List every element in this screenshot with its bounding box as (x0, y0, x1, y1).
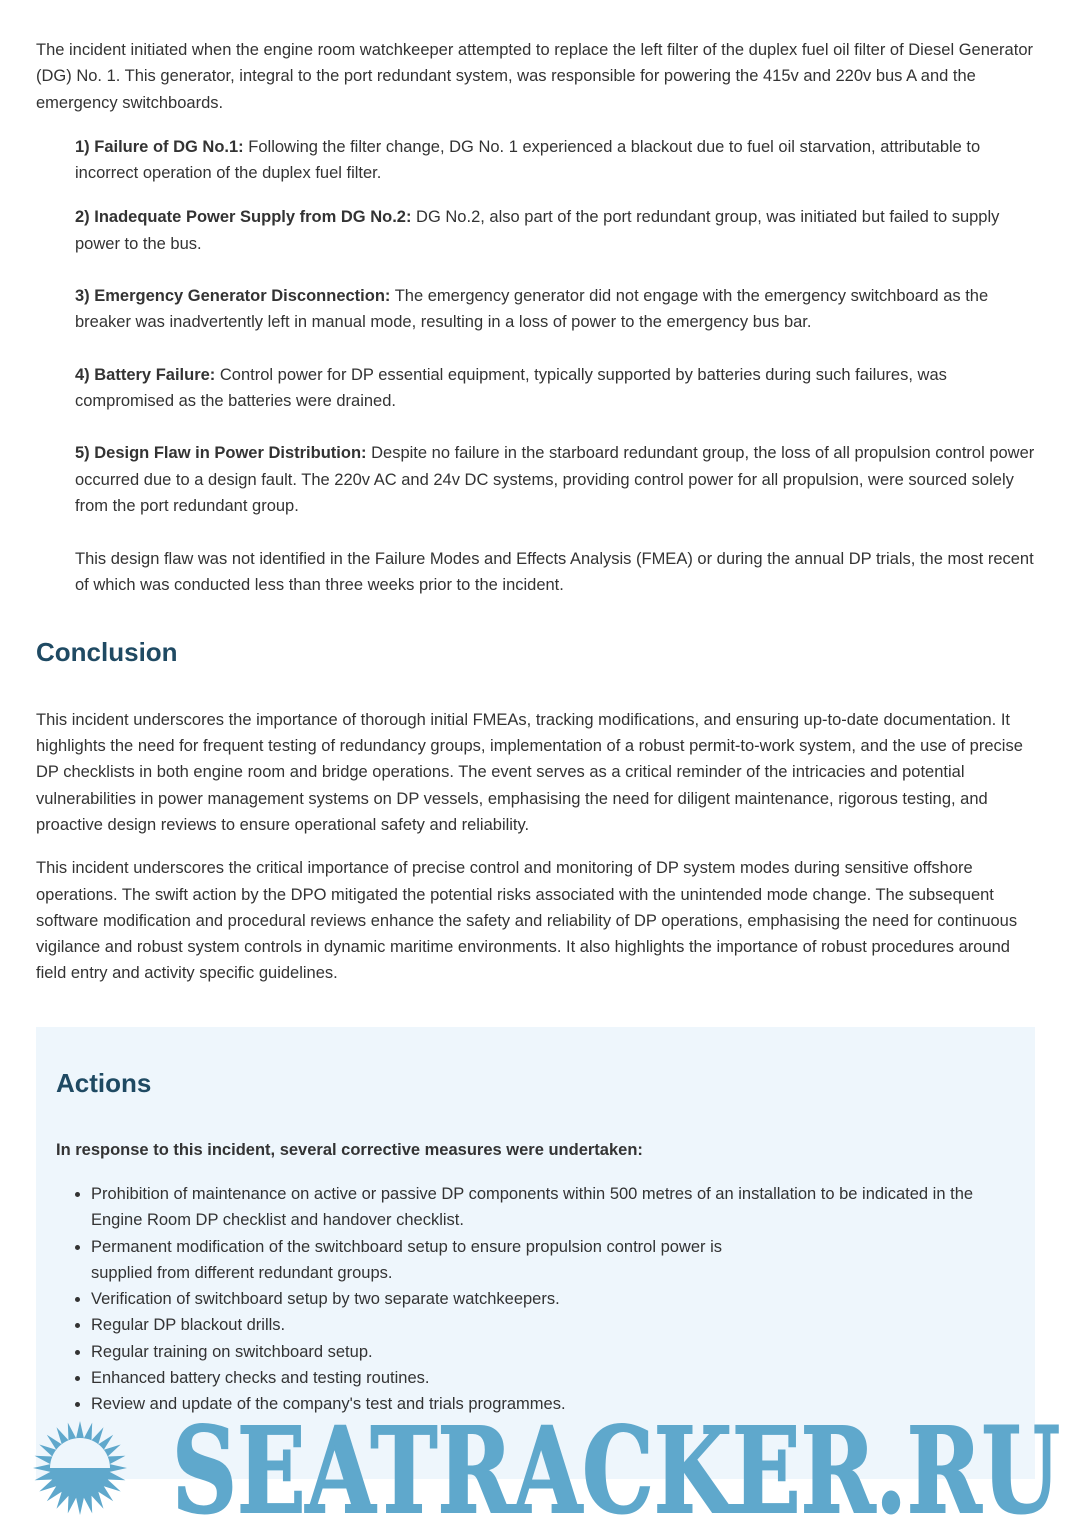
item-text: Following the filter change, DG No. 1 experienced a blackout due to fuel oil starvation, attributable to incorrect operation of the duplex fuel filter. (75, 137, 981, 183)
item-title: 2) Inadequate Power Supply from DG No.2: (75, 208, 412, 227)
actions-heading: Actions (56, 1068, 152, 1098)
list-item: • Review and update of the company's test and trials programmes. (91, 1391, 1021, 1417)
article-body (36, 37, 1036, 987)
conclusion-paragraph: This incident underscores the importance of thorough initial FMEAs, tracking modifications, and ensuring up-to-date documentation. It highlights the need for frequent testing of redundancy groups, implementation of a robust permit-to-work system, and the use of precise DP checklists in both engine room and bridge operations. The event serves as a critical reminder of the intricacies and potential vulnerabilities in power management systems on DP vessels, emphasising the need for diligent maintenance, rigorous testing, and proactive design reviews to ensure operational safety and reliability. (36, 710, 1023, 834)
failure-item-1 (75, 134, 1036, 187)
failure-item-4 (75, 362, 1036, 415)
item-title: 1) Failure of DG No.1: (75, 137, 244, 156)
item-title: 5) Design Flaw in Power Distribution: (75, 444, 367, 463)
actions-lead: In response to this incident, several corrective measures were undertaken: (56, 1141, 643, 1159)
actions-list (56, 1181, 1021, 1418)
intro-paragraph: The incident initiated when the engine room watchkeeper attempted to replace the left filter of the duplex fuel oil filter of Diesel Generator (DG) No. 1. This generator, integral to the port redundant system, was responsible for powering the 415v and 220v bus A and the emergency switchboards. (36, 41, 1033, 112)
failure-item-2 (75, 204, 1036, 257)
failure-item-3 (75, 283, 1036, 336)
list-item: • Enhanced battery checks and testing routines. (91, 1365, 1021, 1391)
item-text: Despite no failure in the starboard redundant group, the loss of all propulsion control power occurred due to a design fault. The 220v AC and 24v DC systems, providing control power for all propulsion, were sourced solely from the port redundant group. (75, 444, 1035, 515)
item-text: DG No.2, also part of the port redundant group, was initiated but failed to supply power to the bus. (75, 208, 1000, 253)
fmea-note: This design flaw was not identified in the Failure Modes and Effects Analysis (FMEA) or during the annual DP trials, the most recent of which was conducted less than three weeks prior to the incident. (75, 550, 1034, 595)
item-text: Control power for DP essential equipment, typically supported by batteries during such failures, was compromised as the batteries were drained. (75, 365, 947, 410)
list-item-line: supplied from different redundant groups. (91, 1263, 393, 1282)
list-item-line: Permanent modification of the switchboard setup to ensure propulsion control power is (91, 1237, 723, 1256)
watermark-text: SEATRACKER.RU (172, 1420, 1060, 1515)
conclusion-paragraph: This incident underscores the critical importance of precise control and monitoring of DP system modes during sensitive offshore operations. The swift action by the DPO mitigated the potential risks associated with the unintended mode change. The subsequent software modification and procedural reviews enhance the safety and reliability of DP operations, emphasising the need for continuous vigilance and robust system controls in dynamic maritime environments. It also highlights the importance of robust procedures around field entry and activity specific guidelines. (36, 859, 1018, 983)
list-item: • Prohibition of maintenance on active or passive DP components within 500 metres of an installation to be indicated in the Engine Room DP checklist and handover checklist. (91, 1181, 1021, 1234)
list-item: • Verification of switchboard setup by two separate watchkeepers. (91, 1286, 1021, 1312)
item-title: 3) Emergency Generator Disconnection: (75, 287, 391, 306)
item-title: 4) Battery Failure: (75, 365, 216, 384)
list-item: • Regular DP blackout drills. (91, 1312, 1021, 1338)
list-item: • Regular training on switchboard setup. (91, 1339, 1021, 1365)
item-text: The emergency generator did not engage with the emergency switchboard as the breaker was inadvertently left in manual mode, resulting in a loss of power to the emergency bus bar. (75, 287, 989, 332)
conclusion-heading: Conclusion (36, 636, 178, 667)
list-item (91, 1234, 1021, 1287)
failure-item-5 (75, 440, 1036, 519)
